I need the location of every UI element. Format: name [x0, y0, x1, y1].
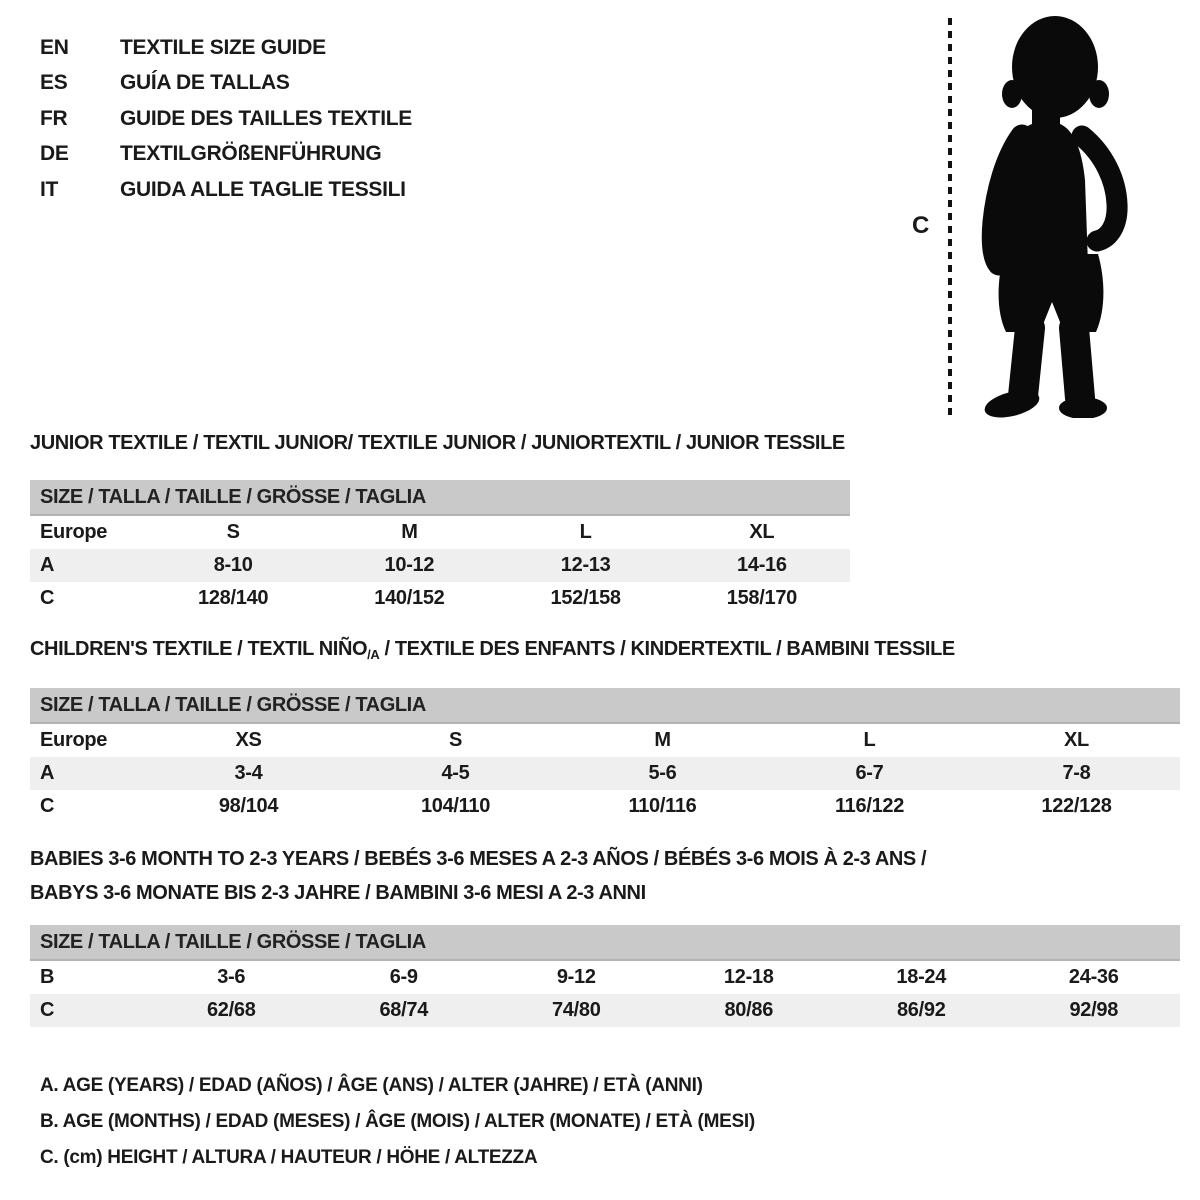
- language-title: GUIDA ALLE TAGLIE TESSILI: [120, 177, 406, 201]
- height-measure-label: C: [912, 212, 930, 239]
- language-title-list: [40, 30, 412, 208]
- size-cell: XL: [749, 521, 775, 543]
- size-cell: 104/110: [420, 795, 491, 817]
- table-row: [30, 790, 1180, 823]
- row-label-cell: B: [40, 966, 55, 988]
- toddler-silhouette-image: [966, 12, 1138, 418]
- size-cell: M: [401, 521, 418, 543]
- size-cell: 3-6: [217, 966, 246, 988]
- size-header-bar: [30, 688, 1180, 724]
- language-row: [40, 101, 412, 137]
- language-code: EN: [40, 35, 69, 59]
- size-cell: 86/92: [896, 999, 946, 1021]
- size-cell: L: [863, 729, 876, 751]
- junior-size-table: [30, 480, 850, 615]
- size-header-bar: [30, 480, 850, 516]
- measurement-legend: [40, 1068, 755, 1176]
- size-cell: 8-10: [213, 554, 253, 576]
- language-row: [40, 137, 412, 173]
- legend-line: C. (cm) HEIGHT / ALTURA / HAUTEUR / HÖHE / ALTEZZA: [40, 1147, 538, 1168]
- size-cell: 18-24: [896, 966, 947, 988]
- size-cell: 98/104: [218, 795, 279, 817]
- row-label-cell: A: [40, 762, 55, 784]
- language-row: [40, 66, 412, 102]
- language-code: DE: [40, 142, 69, 166]
- language-row: [40, 172, 412, 208]
- row-label-cell: C: [40, 999, 55, 1021]
- size-cell: 62/68: [206, 999, 256, 1021]
- junior-section-title: JUNIOR TEXTILE / TEXTIL JUNIOR/ TEXTILE JUNIOR / JUNIORTEXTIL / JUNIOR TESSILE: [30, 432, 845, 454]
- children-section-title: [30, 638, 1180, 662]
- size-header-label: SIZE / TALLA / TAILLE / GRÖSSE / TAGLIA: [40, 930, 426, 953]
- size-cell: 12-13: [560, 554, 611, 576]
- size-cell: 3-4: [234, 762, 263, 784]
- children-title-subscript: /A: [367, 647, 380, 662]
- size-cell: 6-7: [855, 762, 884, 784]
- language-code: ES: [40, 71, 68, 95]
- language-title: TEXTILGRÖßENFÜHRUNG: [120, 142, 382, 166]
- size-cell: 24-36: [1068, 966, 1119, 988]
- table-row: [30, 724, 1180, 757]
- row-label-cell: A: [40, 554, 55, 576]
- size-cell: 12-18: [723, 966, 774, 988]
- size-cell: 7-8: [1062, 762, 1091, 784]
- children-textile-section: [30, 638, 1180, 817]
- babies-section-title-line2: BABYS 3-6 MONATE BIS 2-3 JAHRE / BAMBINI 3-6 MESI A 2-3 ANNI: [30, 882, 646, 904]
- row-label-cell: C: [40, 795, 55, 817]
- size-cell: 152/158: [550, 587, 621, 609]
- size-cell: 92/98: [1069, 999, 1119, 1021]
- size-cell: 14-16: [737, 554, 787, 576]
- size-cell: 158/170: [726, 587, 797, 609]
- size-cell: 128/140: [198, 587, 269, 609]
- babies-textile-section: [30, 848, 1180, 1021]
- table-row: [30, 994, 1180, 1027]
- size-cell: L: [579, 521, 592, 543]
- language-row: [40, 30, 412, 66]
- size-cell: 80/86: [724, 999, 774, 1021]
- size-cell: 140/152: [374, 587, 445, 609]
- height-measure-dashed-line: [948, 18, 952, 416]
- language-title: GUÍA DE TALLAS: [120, 71, 290, 95]
- size-cell: 68/74: [379, 999, 429, 1021]
- language-code: FR: [40, 106, 68, 130]
- children-title-prefix: CHILDREN'S TEXTILE / TEXTIL NIÑO: [30, 638, 368, 660]
- table-row: [30, 549, 850, 582]
- babies-size-table: [30, 925, 1180, 1027]
- size-cell: 6-9: [389, 966, 418, 988]
- language-title: GUIDE DES TAILLES TEXTILE: [120, 106, 412, 130]
- size-header-label: SIZE / TALLA / TAILLE / GRÖSSE / TAGLIA: [40, 693, 426, 716]
- size-header-bar: [30, 925, 1180, 961]
- table-row: [30, 516, 850, 549]
- children-size-table: [30, 688, 1180, 823]
- language-code: IT: [40, 177, 59, 201]
- size-cell: XL: [1064, 729, 1089, 751]
- babies-section-title-line1: BABIES 3-6 MONTH TO 2-3 YEARS / BEBÉS 3-6 MESES A 2-3 AÑOS / BÉBÉS 3-6 MOIS À 2-3 ANS /: [30, 848, 927, 870]
- size-cell: 116/122: [834, 795, 905, 817]
- legend-line: A. AGE (YEARS) / EDAD (AÑOS) / ÂGE (ANS) / ALTER (JAHRE) / ETÀ (ANNI): [40, 1075, 703, 1096]
- size-cell: 10-12: [384, 554, 435, 576]
- size-cell: 9-12: [556, 966, 596, 988]
- table-row: [30, 582, 850, 615]
- children-title-suffix: / TEXTILE DES ENFANTS / KINDERTEXTIL / BAMBINI TESSILE: [379, 638, 955, 660]
- table-row: [30, 757, 1180, 790]
- size-cell: 110/116: [628, 795, 697, 817]
- size-cell: S: [226, 521, 240, 543]
- language-title: TEXTILE SIZE GUIDE: [120, 35, 326, 59]
- size-cell: S: [448, 729, 463, 751]
- row-label-cell: Europe: [40, 729, 108, 751]
- size-cell: 4-5: [441, 762, 470, 784]
- size-cell: 5-6: [648, 762, 677, 784]
- size-cell: 74/80: [551, 999, 601, 1021]
- row-label-cell: Europe: [40, 521, 108, 543]
- size-cell: XS: [235, 729, 262, 751]
- row-label-cell: C: [40, 587, 55, 609]
- junior-textile-section: [30, 432, 850, 609]
- size-cell: M: [654, 729, 671, 751]
- size-cell: 122/128: [1041, 795, 1112, 817]
- table-row: [30, 961, 1180, 994]
- legend-line: B. AGE (MONTHS) / EDAD (MESES) / ÂGE (MOIS) / ALTER (MONATE) / ETÀ (MESI): [40, 1111, 755, 1132]
- size-header-label: SIZE / TALLA / TAILLE / GRÖSSE / TAGLIA: [40, 485, 426, 508]
